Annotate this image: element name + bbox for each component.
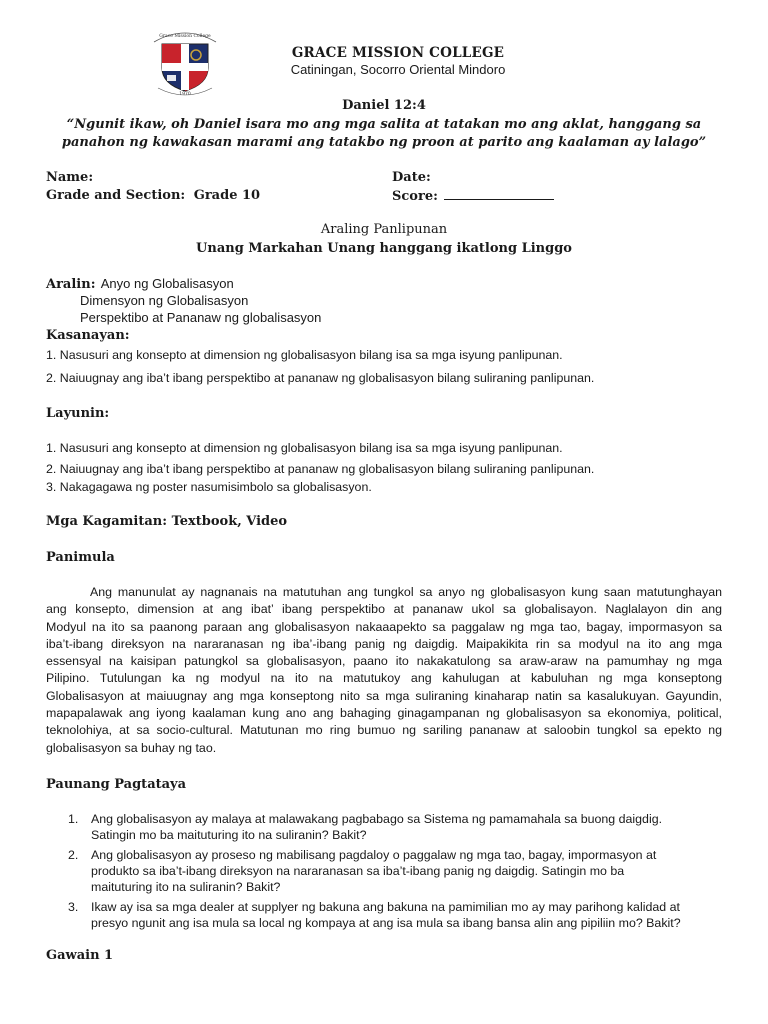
name-label: Name: — [46, 170, 94, 185]
panimula-line: Ang manunulat ay nagnanais na matutuhan ang tungkol sa anyo ng globalisasyon kung saan matutunghayan — [90, 585, 722, 599]
item-number: 1. — [68, 812, 79, 826]
panimula-line: Modyul na ito sa paanong paraan ang globalisasyon nakaaapekto sa paggalaw ng mga tao, bagay, impormasyon sa — [46, 619, 722, 634]
item-line: maituturing ito na suliranin? Bakit? — [91, 880, 281, 894]
panimula-paragraph — [46, 584, 722, 757]
pagtataya-item-2 — [46, 847, 726, 895]
aralin-item-3: Perspektibo at Pananaw ng globalisasyon — [80, 310, 322, 325]
panimula-line: Pilipino. Tutulungan ka ng modyul na ito na matutukoy ang kahulugan at kabuluhan ng mga konseptong — [46, 671, 722, 686]
college-name: GRACE MISSION COLLEGE — [291, 45, 505, 61]
score-label: Score: — [392, 189, 438, 204]
gawain-heading: Gawain 1 — [46, 948, 114, 963]
item-number: 3. — [68, 900, 79, 914]
panimula-line: globalisasyon sa buhay ng tao. — [46, 740, 217, 755]
layunin-item-2: 2. Naiuugnay ang iba’t ibang perspektibo at pananaw ng globalisasyon bilang suliraning panlipunan. — [46, 462, 595, 476]
item-line: Ang globalisasyon ay proseso ng mabilisang pagdaloy o paggalaw ng mga tao, bagay, impormasyon at — [91, 848, 657, 862]
verse-text: “Ngunit ikaw, oh Daniel isara mo ang mga salita at tatakan mo ang aklat, hanggang sa panahon ng kawakasan marami ang tatakbo ng proon at parito ang kaalaman ay lalago” — [61, 117, 707, 150]
svg-text:Grace Mission College: Grace Mission College — [159, 34, 211, 39]
aralin-item-1: Anyo ng Globalisasyon — [100, 276, 234, 291]
panimula-line: iba’t-ibang direksyon na nararanasan ng iba’-ibang panig ng daigdig. Maipakikita rin sa modyul na ito ang mga — [46, 636, 722, 651]
aralin-label: Aralin: — [46, 277, 96, 292]
verse-reference: Daniel 12:4 — [342, 98, 426, 113]
aralin-row — [46, 276, 234, 292]
layunin-item-1: 1. Nasusuri ang konsepto at dimension ng globalisasyon bilang isa sa mga isyung panlipunan. — [46, 441, 563, 455]
item-line: presyo ngunit ang isa mula sa local ng kompaya at ang isa mula sa ibang bansa alin ang pipiliin mo? Bakit? — [91, 916, 681, 930]
grade-value: Grade 10 — [193, 188, 261, 203]
date-label: Date: — [392, 170, 431, 185]
paunang-pagtataya-heading: Paunang Pagtataya — [46, 777, 187, 792]
grade-section-label: Grade and Section: — [46, 188, 186, 203]
score-blank-line[interactable] — [444, 188, 554, 200]
subject-period: Unang Markahan Unang hanggang ikatlong Linggo — [196, 241, 572, 256]
pagtataya-item-1 — [46, 811, 726, 843]
pagtataya-list — [46, 811, 726, 935]
grade-section-row — [46, 188, 260, 203]
item-line: produkto sa iba’t-ibang direksyon na nararanasan sa iba’t-ibang panig ng daigdig. Satingin mo ba — [91, 864, 625, 878]
item-line: Ikaw ay isa sa mga dealer at supplyer ng bakuna ang bakuna na pamimilian mo ay may parihong kalidad at — [91, 900, 680, 914]
panimula-line: Globalisasyon at maiuugnay ang mga konseptong nito sa mga suliraning kinaharap natin sa kasalukuyan. Gayundin, — [46, 688, 722, 703]
logo-year: 1970 — [179, 92, 191, 96]
pagtataya-item-3 — [46, 899, 726, 931]
item-line: Satingin mo ba maituturing ito na suliranin? Bakit? — [91, 828, 367, 842]
panimula-line: mapapalawak ang iyong kaalaman kung ano ang bahaging ginagampanan ng globalisasyon sa ekonomiya, political, — [46, 706, 722, 721]
panimula-line: essensyal na kaisipan patungkol sa globalisasyon, paano ito nakakatulong sa araw-araw na pamumhay ng mga — [46, 654, 722, 669]
kasanayan-item-1: 1. Nasusuri ang konsepto at dimension ng globalisasyon bilang isa sa mga isyung panlipunan. — [46, 348, 563, 362]
kagamitan-label: Mga Kagamitan: Textbook, Video — [46, 514, 288, 529]
layunin-label: Layunin: — [46, 406, 110, 421]
panimula-line: teknolohiya, at sa socio-cultural. Matutunan mo ring bumuo ng sariling pananaw at saloobin tungkol sa epekto ng — [46, 723, 722, 738]
item-number: 2. — [68, 848, 79, 862]
score-row — [392, 188, 554, 204]
subject-title: Araling Panlipunan — [320, 222, 448, 237]
panimula-line: ang konsepto, dimension at ang ibat’ ibang perspektibo at pananaw ukol sa globalisayon. Naglalayon din ang — [46, 602, 722, 617]
layunin-item-3: 3. Nakagagawa ng poster nasumisimbolo sa globalisasyon. — [46, 480, 372, 494]
college-address: Catiningan, Socorro Oriental Mindoro — [290, 62, 506, 77]
item-line: Ang globalisasyon ay malaya at malawakang pagbabago sa Sistema ng pamamahala sa buong daigdig. — [91, 812, 663, 826]
kasanayan-label: Kasanayan: — [46, 328, 130, 343]
kasanayan-item-2: 2. Naiuugnay ang iba’t ibang perspektibo at pananaw ng globalisasyon bilang suliraning panlipunan. — [46, 371, 595, 385]
aralin-item-2: Dimensyon ng Globalisasyon — [80, 293, 249, 308]
panimula-heading: Panimula — [46, 550, 115, 565]
